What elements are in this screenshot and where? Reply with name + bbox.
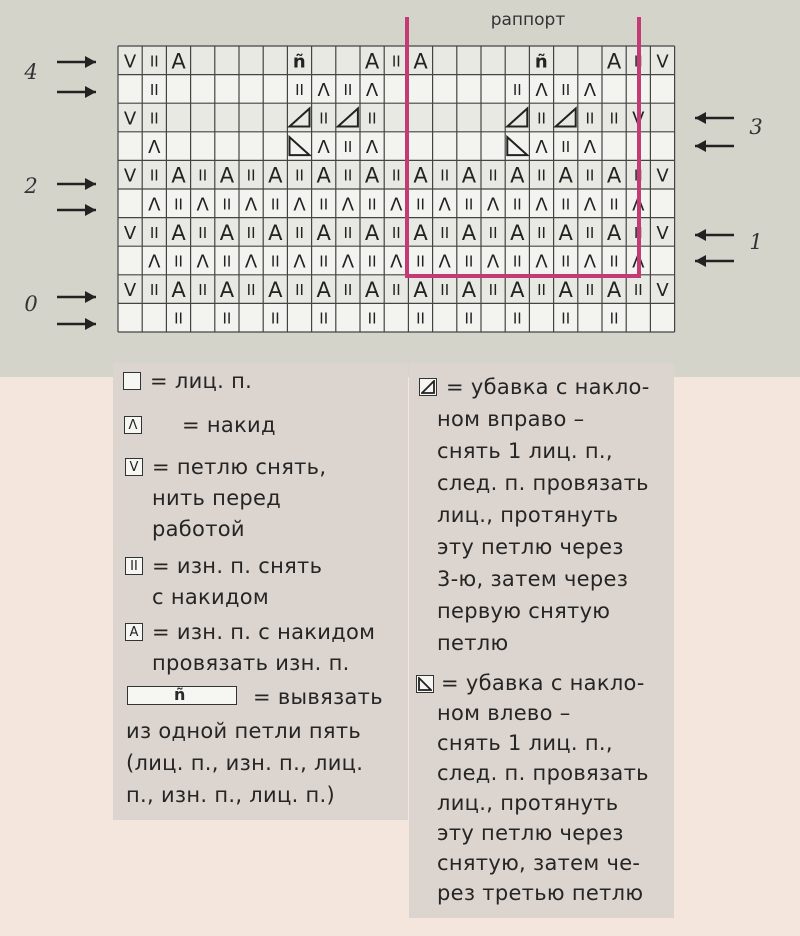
slip-stitch-symbol: V — [123, 165, 137, 187]
purl-slip-symbol: II — [440, 166, 450, 185]
purl-slip-symbol: II — [367, 309, 377, 328]
slip-stitch-symbol: V — [123, 51, 137, 73]
purl-slip-symbol: II — [319, 109, 329, 128]
purl-slip-symbol: II — [270, 309, 280, 328]
purl-slip-symbol: II — [149, 109, 159, 128]
purl-slip-symbol: II — [537, 281, 546, 300]
purl-slip-symbol: II — [343, 166, 353, 185]
purl-slip-symbol: II — [633, 281, 643, 300]
legend-slip-stitch-line: работой — [152, 517, 245, 541]
purl-yo-symbol: A — [413, 163, 428, 188]
purl-slip-symbol: II — [585, 109, 595, 128]
purl-slip-symbol: II — [295, 80, 304, 99]
yarn-over-symbol: Λ — [583, 137, 597, 159]
legend-slip-stitch-line: = петлю снять, — [152, 455, 327, 479]
yarn-over-symbol: Λ — [632, 251, 645, 273]
yarn-over-symbol: Λ — [438, 251, 451, 273]
row-arrow-left-head — [85, 318, 96, 330]
legend-left-decrease-detail-line: снятую, затем че- — [437, 851, 641, 875]
yarn-over-symbol: Λ — [293, 251, 306, 273]
purl-slip-symbol: II — [295, 166, 304, 185]
five-from-one-symbol: ñ — [534, 51, 548, 73]
slip-stitch-symbol: V — [656, 222, 669, 244]
purl-slip-symbol: II — [222, 309, 232, 328]
purl-slip-symbol: II — [149, 166, 159, 185]
yarn-over-symbol: Λ — [317, 137, 330, 159]
purl-yo-symbol: A — [268, 220, 283, 245]
purl-slip-symbol: II — [585, 281, 595, 300]
yarn-over-symbol: Λ — [583, 79, 597, 101]
legend-right-decrease-detail-line: снять 1 лиц. п., — [437, 439, 613, 463]
yarn-over-symbol: Λ — [196, 194, 209, 216]
purl-slip-symbol: II — [319, 195, 329, 214]
purl-yo-symbol: A — [558, 220, 573, 245]
five-from-one-glyph: ñ — [174, 685, 186, 704]
purl-yo-symbol: A — [606, 163, 622, 188]
purl-slip-symbol: II — [440, 223, 450, 242]
row-arrow-left-head — [85, 86, 96, 98]
purl-slip-symbol: II — [149, 281, 159, 300]
purl-slip-symbol: II — [512, 252, 522, 271]
purl-slip-symbol: II — [149, 52, 159, 71]
row-arrow-right-head — [695, 255, 706, 267]
purl-yo-symbol: A — [461, 278, 477, 303]
yarn-over-legend-icon: Λ — [124, 416, 142, 434]
purl-slip-symbol: II — [561, 80, 571, 99]
yarn-over-symbol: Λ — [148, 137, 161, 159]
legend-empty-square-line: = лиц. п. — [150, 369, 253, 393]
purl-slip-symbol: II — [609, 252, 619, 271]
legend-left-decrease-detail-line: снять 1 лиц. п., — [437, 731, 613, 755]
slip-stitch-symbol: V — [123, 222, 137, 244]
purl-slip-symbol: II — [198, 166, 208, 185]
legend-left-decrease-detail-line: эту петлю через — [437, 821, 624, 845]
legend-left-decrease-detail-line: ном влево – — [437, 701, 571, 725]
purl-yo-symbol: A — [364, 49, 380, 74]
purl-slip-symbol: II — [488, 166, 498, 185]
five-from-one-legend-icon — [127, 686, 237, 705]
yarn-over-symbol: Λ — [365, 79, 379, 101]
legend-slip-stitch-line: нить перед — [152, 486, 282, 510]
row-arrow-left-head — [85, 204, 96, 216]
purl-yo-symbol: A — [171, 163, 186, 188]
yarn-over-symbol: Λ — [341, 194, 355, 216]
row-number-label: 4 — [24, 60, 38, 84]
left-decrease-glyph — [418, 677, 432, 691]
purl-slip-symbol: II — [222, 195, 232, 214]
purl-slip-symbol: II — [270, 252, 280, 271]
legend-right-decrease-detail-line: 3-ю, затем через — [437, 567, 629, 591]
row-arrow-left-head — [85, 291, 96, 303]
purl-slip-symbol: II — [537, 166, 546, 185]
purl-slip-symbol: II — [609, 109, 619, 128]
purl-yo-symbol: A — [558, 163, 573, 188]
purl-yo-symbol: A — [316, 163, 331, 188]
slip-stitch-symbol: V — [656, 51, 669, 73]
slip-stitch-symbol: V — [123, 108, 137, 130]
legend-five-from-one-line: = вывязать — [253, 685, 383, 709]
row-arrow-left-head — [85, 178, 96, 190]
purl-slip-symbol: II — [149, 223, 159, 242]
slip-stitch-legend-icon: V — [125, 458, 143, 476]
yarn-over-symbol: Λ — [535, 251, 548, 273]
purl-slip-symbol: II — [367, 195, 377, 214]
purl-slip-symbol: II — [198, 281, 208, 300]
yarn-over-symbol: Λ — [390, 251, 403, 273]
purl-yo-symbol: A — [510, 163, 525, 188]
purl-slip-symbol: II — [343, 281, 353, 300]
purl-yo-symbol: A — [171, 49, 186, 74]
yarn-over-symbol: Λ — [390, 194, 403, 216]
purl-yo-symbol: A — [510, 278, 525, 303]
purl-slip-symbol: II — [246, 166, 256, 185]
purl-slip-symbol: II — [367, 252, 377, 271]
legend-five-from-one-detail-line: (лиц. п., изн. п., лиц. — [126, 751, 364, 775]
purl-slip-symbol: II — [391, 52, 401, 71]
purl-yo-symbol: A — [219, 163, 235, 188]
knitting-chart-panel — [0, 0, 800, 377]
row-number-label: 2 — [24, 174, 38, 198]
row-arrow-left-head — [85, 56, 96, 68]
knit-stitch-legend-icon — [123, 372, 141, 390]
row-number-label: 3 — [749, 115, 763, 139]
row-arrow-right-head — [695, 229, 706, 241]
purl-slip-symbol: II — [561, 138, 571, 157]
yarn-over-symbol: Λ — [244, 251, 258, 273]
row-number-label: 1 — [749, 230, 763, 254]
purl-slip-symbol: II — [633, 223, 643, 242]
purl-slip-symbol: II — [174, 195, 183, 214]
purl-slip-symbol: II — [609, 195, 619, 214]
five-from-one-symbol: ñ — [292, 51, 306, 73]
purl-yo-symbol: A — [316, 220, 331, 245]
purl-slip-symbol: II — [464, 195, 474, 214]
slip-stitch-symbol: V — [123, 280, 137, 302]
legend-right-decrease-detail-line: след. п. провязать — [437, 471, 649, 495]
legend-purl-yo-line: = изн. п. с накидом — [152, 620, 376, 644]
legend-right-decrease-detail-line: эту петлю через — [437, 535, 624, 559]
purl-slip-symbol: II — [391, 223, 401, 242]
purl-slip-symbol: II — [198, 223, 208, 242]
purl-yo-symbol: A — [606, 49, 622, 74]
knitting-chart — [0, 0, 800, 377]
purl-slip-symbol: II — [246, 223, 256, 242]
purl-slip-symbol: II — [561, 195, 571, 214]
purl-yo-symbol: A — [171, 220, 186, 245]
yarn-over-symbol: Λ — [632, 194, 645, 216]
slip-stitch-symbol: V — [632, 108, 645, 130]
purl-yo-symbol: A — [413, 49, 428, 74]
yarn-over-symbol: Λ — [583, 251, 597, 273]
left-decrease-legend-icon — [416, 675, 434, 693]
yarn-over-symbol: Λ — [365, 137, 379, 159]
yarn-over-symbol: Λ — [148, 251, 161, 273]
purl-slip-symbol: II — [416, 309, 425, 328]
purl-yo-symbol: A — [364, 163, 380, 188]
purl-yo-legend-icon: A — [125, 623, 143, 641]
purl-yo-symbol: A — [558, 278, 573, 303]
legend-purl-slip-line: = изн. п. снять — [152, 554, 323, 578]
purl-slip-symbol: II — [440, 281, 450, 300]
purl-slip-symbol: II — [270, 195, 280, 214]
purl-yo-symbol: A — [413, 220, 428, 245]
purl-slip-symbol: II — [295, 223, 304, 242]
slip-stitch-symbol: V — [656, 280, 669, 302]
yarn-over-symbol: Λ — [196, 251, 209, 273]
yarn-over-symbol: Λ — [486, 251, 500, 273]
legend-right-decrease-detail-line: ном вправо – — [437, 407, 585, 431]
legend-purl-yo-line: провязать изн. п. — [152, 651, 350, 675]
purl-slip-symbol: II — [512, 195, 522, 214]
purl-slip-symbol: II — [367, 109, 377, 128]
legend-left-decrease-line: = убавка с накло- — [441, 671, 645, 695]
yarn-over-symbol: Λ — [535, 137, 548, 159]
yarn-over-symbol: Λ — [244, 194, 258, 216]
row-number-label: 0 — [24, 292, 38, 316]
purl-slip-symbol: II — [416, 252, 425, 271]
purl-yo-symbol: A — [606, 220, 622, 245]
yarn-over-symbol: Λ — [438, 194, 451, 216]
purl-slip-symbol: II — [464, 309, 474, 328]
purl-slip-symbol: II — [343, 223, 353, 242]
row-arrow-right-head — [695, 112, 706, 124]
yarn-over-symbol: Λ — [583, 194, 597, 216]
purl-slip-symbol: II — [343, 138, 353, 157]
purl-yo-symbol: A — [171, 278, 186, 303]
legend-left-decrease-detail-line: рез третью петлю — [437, 881, 644, 905]
purl-yo-symbol: A — [268, 278, 283, 303]
legend-left-decrease-detail-line: лиц., протянуть — [437, 791, 619, 815]
yarn-over-symbol: Λ — [293, 194, 306, 216]
legend-right-decrease-detail-line: лиц., протянуть — [437, 503, 619, 527]
purl-slip-symbol: II — [149, 80, 159, 99]
purl-yo-symbol: A — [461, 163, 477, 188]
yarn-over-symbol: Λ — [486, 194, 500, 216]
legend-right-decrease-detail-line: петлю — [437, 631, 509, 655]
legend-right-decrease-line: = убавка с накло- — [446, 375, 650, 399]
yarn-over-symbol: Λ — [535, 194, 548, 216]
purl-slip-symbol: II — [319, 309, 329, 328]
purl-slip-symbol: II — [174, 252, 183, 271]
purl-slip-symbol: II — [488, 281, 498, 300]
purl-slip-symbol: II — [512, 80, 522, 99]
purl-slip-symbol: II — [561, 252, 571, 271]
purl-slip-symbol: II — [585, 223, 595, 242]
purl-slip-legend-icon: II — [125, 557, 143, 575]
purl-yo-symbol: A — [461, 220, 477, 245]
purl-slip-symbol: II — [537, 223, 546, 242]
purl-yo-symbol: A — [316, 278, 331, 303]
purl-yo-symbol: A — [219, 278, 235, 303]
yarn-over-symbol: Λ — [317, 79, 330, 101]
purl-slip-symbol: II — [633, 52, 643, 71]
purl-slip-symbol: II — [391, 166, 401, 185]
yarn-over-symbol: Λ — [148, 194, 161, 216]
rapport-label: раппорт — [490, 10, 566, 30]
purl-slip-symbol: II — [633, 166, 643, 185]
purl-slip-symbol: II — [295, 281, 304, 300]
yarn-over-symbol: Λ — [341, 251, 355, 273]
purl-slip-symbol: II — [222, 252, 232, 271]
purl-yo-symbol: A — [364, 278, 380, 303]
purl-slip-symbol: II — [319, 252, 329, 271]
legend-left-decrease-detail-line: след. п. провязать — [437, 761, 649, 785]
purl-slip-symbol: II — [246, 281, 256, 300]
purl-slip-symbol: II — [609, 309, 619, 328]
legend-five-from-one-detail-line: из одной петли пять — [126, 719, 362, 743]
purl-yo-symbol: A — [606, 278, 622, 303]
slip-stitch-symbol: V — [656, 165, 669, 187]
legend-five-from-one-detail-line: п., изн. п., лиц. п.) — [126, 783, 336, 807]
purl-slip-symbol: II — [561, 309, 571, 328]
purl-yo-symbol: A — [364, 220, 380, 245]
purl-yo-symbol: A — [219, 220, 235, 245]
purl-slip-symbol: II — [464, 252, 474, 271]
purl-slip-symbol: II — [174, 309, 183, 328]
purl-slip-symbol: II — [488, 223, 498, 242]
purl-slip-symbol: II — [512, 309, 522, 328]
purl-slip-symbol: II — [416, 195, 425, 214]
right-decrease-glyph — [421, 380, 435, 394]
row-arrow-right-head — [695, 140, 706, 152]
purl-yo-symbol: A — [268, 163, 283, 188]
purl-slip-symbol: II — [343, 80, 353, 99]
legend-purl-slip-line: с накидом — [152, 585, 270, 609]
legend-yarn-over-line: = накид — [182, 413, 276, 437]
purl-slip-symbol: II — [391, 281, 401, 300]
legend-right-decrease-detail-line: первую снятую — [437, 599, 611, 623]
purl-slip-symbol: II — [585, 166, 595, 185]
purl-yo-symbol: A — [413, 278, 428, 303]
right-decrease-legend-icon — [419, 378, 437, 396]
purl-yo-symbol: A — [510, 220, 525, 245]
purl-slip-symbol: II — [537, 109, 546, 128]
yarn-over-symbol: Λ — [535, 79, 548, 101]
